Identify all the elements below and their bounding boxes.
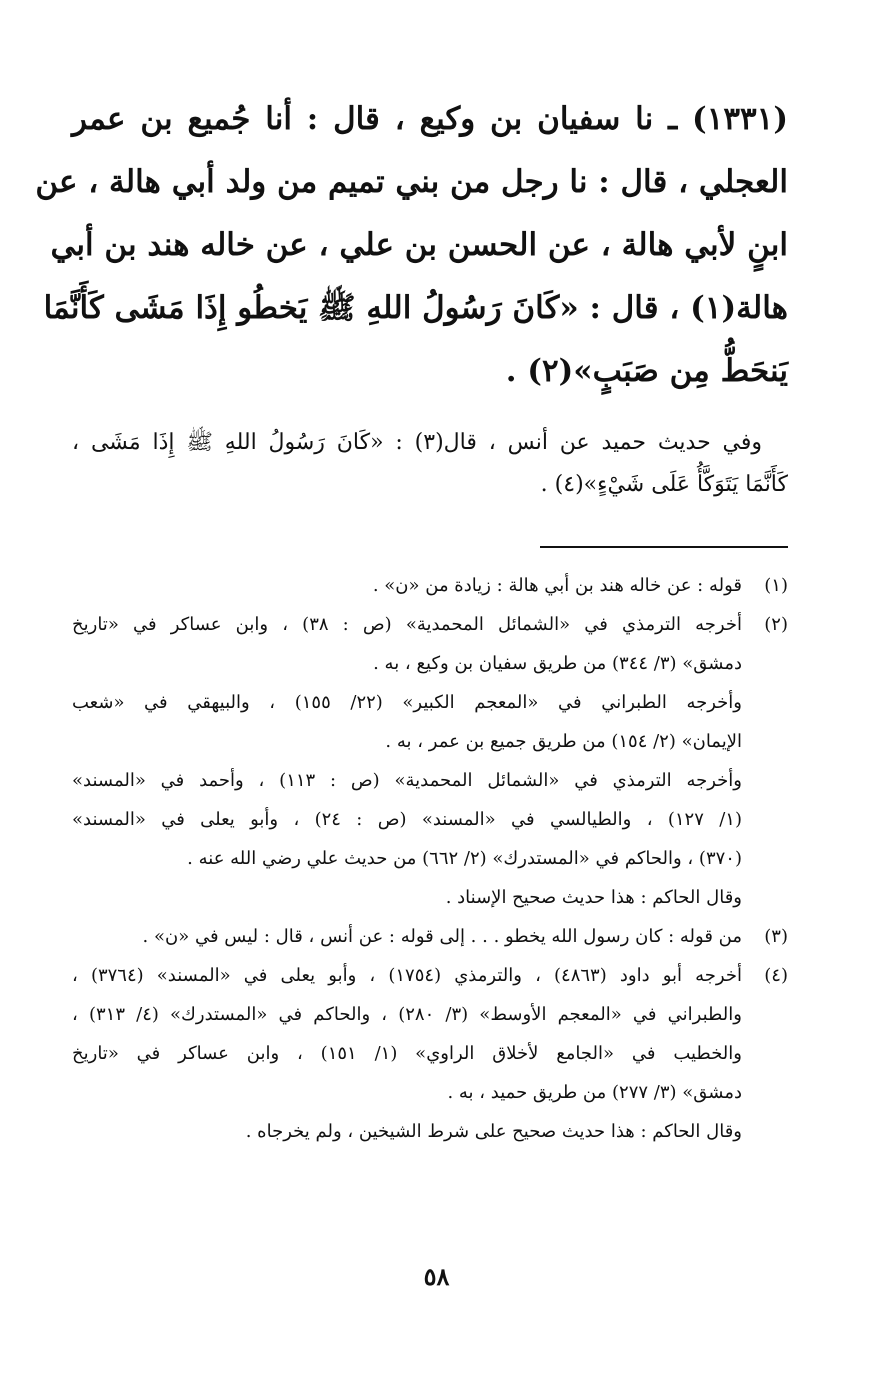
footnote-line: دمشق» (٣/ ٣٤٤) من طريق سفيان بن وكيع ، به . (373, 653, 742, 674)
footnote-line: وقال الحاكم : هذا حديث صحيح الإسناد . (445, 887, 742, 908)
second-line: كَأَنَّمَا يَتَوَكَّأُ عَلَى شَيْءٍ»(٤) . (540, 472, 788, 497)
footnote-line: وأخرجه الطبراني في «المعجم الكبير» (٢٢/ ١٥٥) ، والبيهقي في «شعب (72, 692, 742, 713)
second-hadith-paragraph (72, 422, 788, 506)
second-line: وفي حديث حميد عن أنس ، قال(٣) : «كَانَ رَسُولُ اللهِ ﷺ إِذَا مَشَى ، (72, 430, 763, 455)
footnote-line: وأخرجه الترمذي في «الشمائل المحمدية» (ص : ١١٣) ، وأحمد في «المسند» (72, 770, 742, 791)
page-number: ٥٨ (423, 1262, 450, 1291)
footnote-line: (٢)أخرجه الترمذي في «الشمائل المحمدية» (ص : ٣٨) ، وابن عساكر في «تاريخ (72, 605, 788, 644)
footnote-separator (540, 546, 788, 548)
main-line: هالة(١) ، قال : «كَانَ رَسُولُ اللهِ ﷺ يَخطُو إِذَا مَشَى كَأَنَّمَا (43, 290, 788, 326)
footnote-line: الإيمان» (٢/ ١٥٤) من طريق جميع بن عمر ، به . (385, 731, 742, 752)
footnote-line: والطبراني في «المعجم الأوسط» (٣/ ٢٨٠) ، والحاكم في «المستدرك» (٤/ ٣١٣) ، (72, 1004, 742, 1025)
footnote-number: (٣) (764, 926, 788, 947)
footnote-number: (٤) (764, 965, 788, 986)
footnote-number: (٢) (764, 614, 788, 635)
footnotes (72, 566, 788, 1151)
footnote-line: (٤)أخرجه أبو داود (٤٨٦٣) ، والترمذي (١٧٥٤) ، وأبو يعلى في «المسند» (٣٧٦٤) ، (72, 956, 788, 995)
main-line: العجلي ، قال : نا رجل من بني تميم من ولد أبي هالة ، عن (35, 164, 788, 200)
footnote-line: (١/ ١٢٧) ، والطيالسي في «المسند» (ص : ٢٤) ، وأبو يعلى في «المسند» (72, 809, 742, 830)
footnote-line: (٣)من قوله : كان رسول الله يخطو . . . إلى قوله : عن أنس ، قال : ليس في «ن» . (72, 917, 788, 956)
footnote-number: (١) (764, 575, 788, 596)
footnote-line: (٣٧٠) ، والحاكم في «المستدرك» (٢/ ٦٦٢) من حديث علي رضي الله عنه . (187, 848, 742, 869)
footnote-line: والخطيب في «الجامع لأخلاق الراوي» (١/ ١٥١) ، وابن عساكر في «تاريخ (72, 1043, 742, 1064)
main-line: ابنٍ لأبي هالة ، عن الحسن بن علي ، عن خاله هند بن أبي (50, 227, 788, 263)
footnote-line: (١)قوله : عن خاله هند بن أبي هالة : زيادة من «ن» . (72, 566, 788, 605)
main-hadith-paragraph (35, 88, 788, 403)
main-line: (١٣٣١) ـ نا سفيان بن وكيع ، قال : أنا جُميع بن عمر (72, 101, 788, 137)
main-line: يَنحَطُّ مِن صَبَبٍ»(٢) . (505, 353, 788, 389)
footnote-line: دمشق» (٣/ ٢٧٧) من طريق حميد ، به . (447, 1082, 742, 1103)
footnote-line: وقال الحاكم : هذا حديث صحيح على شرط الشيخين ، ولم يخرجاه . (245, 1121, 742, 1142)
